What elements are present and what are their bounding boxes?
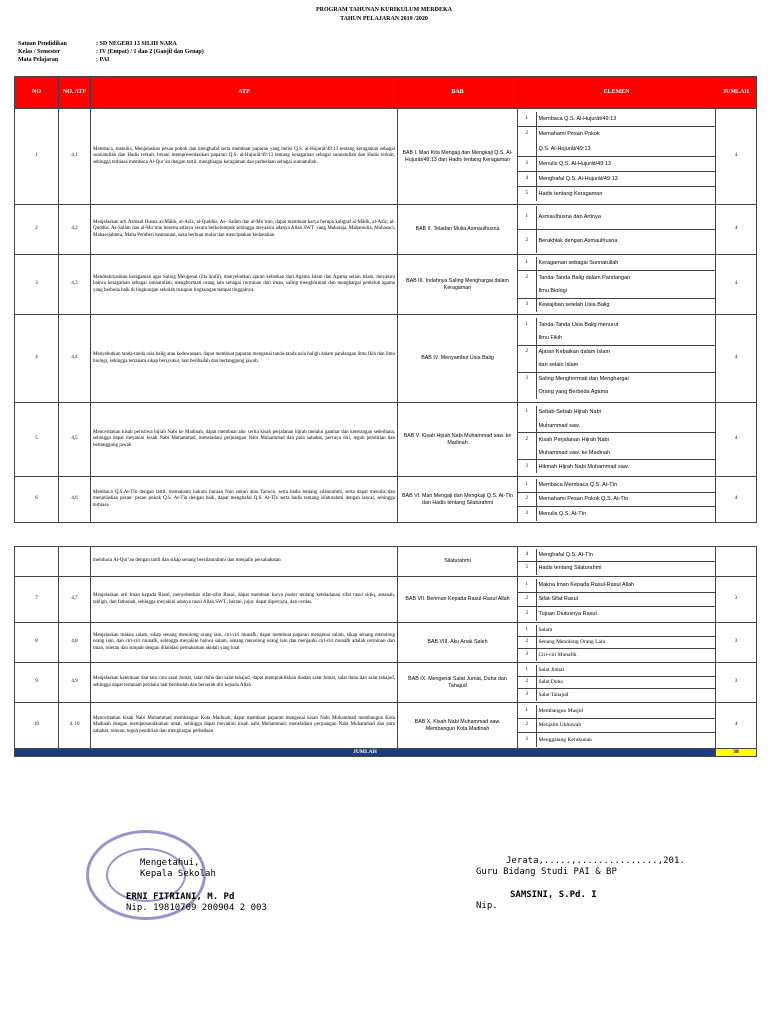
bab-title: BAB II. Teladan Mulia Asmaulhusna [398,205,518,255]
elemen-label: Kisah Perjalanan Hijrah Nabi [538,436,609,443]
elemen-number [518,332,536,346]
elemen-label: Salat Duha [536,677,715,689]
elemen-label: Salat Jumat [536,665,715,677]
elemen-label: Salam [536,625,715,637]
bab-title: BAB IV. Menyambut Usia Balig [398,315,518,403]
table-row [15,663,757,703]
elemen-cell [518,547,716,577]
elemen-list [518,112,715,201]
elemen-label: Membaca Q.S. Al-Hujurāt/49:13 [536,112,715,127]
elemen-list [518,705,715,747]
elemen-item [518,372,715,386]
elemen-number: 5 [518,186,536,201]
elemen-number: 5 [518,562,536,575]
elemen-number: 1 [518,206,536,230]
meta-value: : SD NEGERI 13 SILIH NARA [96,41,177,47]
atp-description: Menjelaskan arti Iman kepada Rasul, menyebutkan sifat-sifat Rasul, dapat membuat karya poster tentang keteladanan sifat rasul sidiq, amanah, tabligh, dan fathonah, sehingga meyakini adanya rasul Allah SWT., berani, jujur, dapat dipercaya, dan cerdas. [91,577,398,623]
atp-number: 4. 10 [59,703,91,749]
signature-right-nip: Nip. [476,901,498,911]
row-number: 1 [15,109,59,205]
atp-number: 4,1 [59,109,91,205]
elemen-label: Ilmu Biologi [536,285,715,299]
total-label: JUMLAH [15,749,716,757]
elemen-item [518,359,715,373]
jumlah-value: 4 [716,703,757,749]
elemen-item [518,665,715,677]
elemen-item [518,460,715,474]
table-row-continuation [15,547,757,577]
elemen-cell [518,315,716,403]
elemen-label: Menulis Q.S. At-Tīn [538,510,587,517]
elemen-number: 1 [518,625,536,637]
elemen-label: Sebab-Sebab Hijrah Nabi [538,409,601,416]
elemen-number: 1 [518,705,536,719]
elemen-cell [518,703,716,749]
elemen-number: 3 [518,298,536,312]
elemen-number: 2 [518,593,536,607]
row-number: 6 [15,477,59,523]
elemen-number: 1 [518,318,536,332]
elemen-list [518,625,715,661]
program-table-top [14,76,757,523]
elemen-number [518,419,536,433]
atp-number: 4,3 [59,255,91,315]
elemen-number: 3 [518,649,536,661]
program-table-bottom [14,546,757,757]
elemen-item [518,171,715,186]
elemen-list [518,406,715,474]
elemen-number: 3 [518,460,536,474]
elemen-number: 4 [518,171,536,186]
elemen-label: Muhammad saw. ke Madinah [536,446,715,460]
elemen-item [518,345,715,359]
atp-number: 4,5 [59,403,91,477]
table-row [15,109,757,205]
atp-number: 4,6 [59,477,91,523]
elemen-label: Kewajiban setelah Usia Balig [538,302,610,309]
elemen-number [518,142,536,157]
elemen-number: 2 [518,345,536,359]
elemen-number: 3 [518,607,536,621]
elemen-list [518,206,715,253]
elemen-label: Tujuan Diutusnya Rasul [538,610,597,617]
elemen-item [518,493,715,507]
elemen-item [518,298,715,312]
signature-left-line2: Kepala Sekolah [140,869,216,879]
row-number: 8 [15,623,59,663]
elemen-number: 2 [518,637,536,649]
bab-title: BAB VI. Mari Mengaji dan Mengkaji Q.S. At-Tīn dan Hadis tentang Silaturahmi [398,477,518,523]
signature-left-nip: Nip. 19810709 200904 2 003 [126,903,267,913]
atp-description: Menceritakan kisah Nabi Muhammad membangun Kota Madinah, dapat membuat paparan mengenai kisah Nabi Muhammad membangun Kota Madinah dengan mempersaudarakan umat, sehingga dapat meyakini kisah nabi Muhammad, meneladani perjuangan Nabi Muhammad dan para sahabat, toleran, teguh pendirian dan menghargai perbedaan [91,703,398,749]
elemen-number: 1 [518,665,536,677]
elemen-number: 2 [518,230,536,254]
bab-title: BAB I. Mari Kita Mengaji dan Mengkaji Q.S. Al-Hujurāt/49:13 dan Hadis tentang Keragaman [398,109,518,205]
elemen-item [518,593,715,607]
elemen-number: 2 [518,127,536,142]
atp-number: 4,4 [59,315,91,403]
atp-number [59,547,91,577]
table-row [15,703,757,749]
signature-left [126,858,267,914]
elemen-item [518,386,715,400]
elemen-label: Asmaulhusna dan Artinya [536,206,715,230]
row-number [15,547,59,577]
elemen-item [518,433,715,447]
bab-title: Silaturahmi [398,547,518,577]
elemen-label: Memahami Pesan Pokok Q.S. At-Tīn [536,493,715,507]
elemen-number [518,285,536,299]
signature-right-name: SAMSINI, S.Pd. I [510,890,597,900]
elemen-number: 3 [518,157,536,172]
elemen-number: 3 [518,507,536,521]
jumlah-value: 4 [716,255,757,315]
elemen-number: 4 [518,549,536,562]
elemen-item [518,318,715,332]
elemen-number: 1 [518,257,536,271]
elemen-item [518,332,715,346]
row-number: 9 [15,663,59,703]
atp-description: Membaca, menulis, Menjelaskan pesan pokok dan menghafal serta membuat paparan yang berisi Q.S. al-Hujurāt/49:13 tentang keragaman sebagai sunnatullah dan Hadis terkait, berani mempresentasikan paparan Q.S. al-Hujurāt/49:13 tentang keragaman sebagai sunnatullah dan Hadis terkait, sehingga terbiasa membaca Al-Qur’an dengan tartil, menghargai keragaman dan perbedaan sebagai sunnatullah. [91,109,398,205]
elemen-number: 3 [518,689,536,701]
elemen-label: Hikmah Hijrah Nabi Muhammad saw. [538,463,629,470]
elemen-number: 1 [518,479,536,493]
elemen-list [518,549,715,575]
elemen-number: 1 [518,112,536,127]
elemen-list [518,665,715,701]
total-value: 38 [716,749,757,757]
elemen-label: Ciri-ciri Munafik [538,651,577,658]
elemen-item [518,285,715,299]
jumlah-value: 4 [716,477,757,523]
elemen-label: Membangun Masjid [536,705,715,719]
atp-number: 4,7 [59,577,91,623]
elemen-label: Menulis Q.S. Al-Hujurāt/49:13 [536,157,715,172]
bab-title: BAB III. Indahnya Saling Menghargai dalam Keragaman [398,255,518,315]
elemen-item [518,479,715,493]
elemen-number: 1 [518,406,536,420]
document-subtitle: TAHUN PELAJARAN 2019 /2020 [340,16,428,22]
table-row [15,623,757,663]
bab-title: BAB V. Kisah Hijrah Nabi Muhammad saw. ke Madinah [398,403,518,477]
jumlah-value: 3 [716,663,757,703]
elemen-item [518,206,715,230]
total-row [15,749,757,757]
elemen-list [518,479,715,521]
jumlah-value: 4 [716,315,757,403]
elemen-number [518,359,536,373]
elemen-number: 3 [518,372,536,386]
elemen-item [518,112,715,127]
elemen-label: Ilmu Fikih [536,332,715,346]
signature-right [476,856,685,912]
elemen-label: Menghafal Q.S. At-Tīn [536,549,715,562]
elemen-label: Saling Menghormati dan Menghargai [538,375,629,382]
column-header: ELEMEN [518,77,716,109]
elemen-label: Keragaman sebagai Sunnatullah [536,257,715,271]
elemen-item [518,649,715,661]
atp-number: 4,9 [59,663,91,703]
elemen-item [518,406,715,420]
table-row [15,477,757,523]
elemen-item [518,705,715,719]
signature-left-name: ERNI FITRIANI, M. Pd [126,892,235,902]
elemen-item [518,446,715,460]
elemen-cell [518,403,716,477]
column-header: ATP [91,77,398,109]
atp-description: Menjelaskan makna salam, sikap senang menolong orang lain, ciri-ciri munafk, dapat membuat paparan mengenai salam, sikap senang menolong orang lain, dan ciri-ciri munafk, sehingga meyakini bahwa salam, senang menolong orang lain dan menjauhi ciri-ciri munafk adalah cerminan dari iman, toleran dan simpati dengan dilandasi pemahaman akidah yang kuat [91,623,398,663]
elemen-item [518,689,715,701]
elemen-item [518,186,715,201]
elemen-label: Membaca Membaca Q.S. At-Tīn [536,479,715,493]
atp-description: membaca Al-Qur’an dengan tartil dan sikap senang bersilaturahmi dan menjalin persahabatan [91,547,398,577]
elemen-number [518,386,536,400]
elemen-item [518,230,715,254]
bab-title: BAB X. Kisah Nabi Muhammad saw. Membangun Kota Madinah [398,703,518,749]
elemen-item [518,549,715,562]
meta-label: Kelas / Semester [18,49,61,55]
row-number: 5 [15,403,59,477]
elemen-item [518,257,715,271]
atp-description: Menjelaskan ketentuan dan tata cara salat Jumat, salat duha dan salat tahajud, dapat mempraktikkan ibadah salat Jumat, salat duha dan salat tahajud, sehingga dapat tertanam perilaku taat beribadah dan berserah diri kepada Allah [91,663,398,703]
elemen-number: 2 [518,271,536,285]
elemen-cell [518,577,716,623]
elemen-number: 2 [518,719,536,733]
elemen-cell [518,663,716,703]
column-header: BAB [398,77,518,109]
elemen-label: Berakhlak dengan Asmaulhusna [538,238,618,245]
elemen-item [518,127,715,142]
elemen-item [518,733,715,747]
bab-title: BAB VII. Beriman Kepada Rasul-Rasul Allah [398,577,518,623]
jumlah-value: 3 [716,577,757,623]
elemen-cell [518,205,716,255]
row-number: 10 [15,703,59,749]
elemen-cell [518,623,716,663]
elemen-label: Salat Tahajud [538,691,569,698]
jumlah-value [716,547,757,577]
elemen-number: 1 [518,579,536,593]
elemen-label: Tanda-Tanda Balig dalam Pandangan [538,274,631,281]
elemen-label: Senang Menolong Orang Lain [536,637,715,649]
jumlah-value: 4 [716,403,757,477]
elemen-item [518,607,715,621]
elemen-item [518,579,715,593]
jumlah-value: 3 [716,623,757,663]
table-row [15,315,757,403]
elemen-list [518,257,715,312]
elemen-item [518,419,715,433]
elemen-cell [518,255,716,315]
atp-description: Menjelaskan arti Asmaul Husna al-Mālik, al-Azīz, al-Quddūs, As- Salām dan al-Mu’min, dapat membuat karya berupa kaligraf al-Mālik, al-Azīz, al-Quddūs, As-Salām dan al-Mu’min beserta artinya secara berkelompok sehingga meyakini adanya Allah SWT. yang Maharaja, Mahamulia, Mahasuci, Mahasejahtera, Maha Pemberi keamanan, suka berbuat mulia dan menciptakan kedamaian. [91,205,398,255]
elemen-number: 2 [518,433,536,447]
row-number: 3 [15,255,59,315]
table-row [15,577,757,623]
column-header: NO. ATP [59,77,91,109]
elemen-item [518,625,715,637]
elemen-number: 2 [518,677,536,689]
elemen-item [518,719,715,733]
elemen-label: Menghafal Q.S. Al-Hujurāt/49:13 [536,171,715,186]
elemen-label: Menjalin Ukhuwah [536,719,715,733]
elemen-item [518,157,715,172]
elemen-label: Ajaran Kebaikan dalam Islam [538,348,611,355]
elemen-label: Orang yang Berbeda Agama [538,389,609,396]
table-row [15,205,757,255]
elemen-item [518,677,715,689]
jumlah-value: 4 [716,109,757,205]
atp-number: 4,8 [59,623,91,663]
elemen-label: Q.S. Al-Hujurāt/49:13 [536,142,715,157]
table-row [15,403,757,477]
elemen-label: Hadis tentang Keragaman [538,190,603,197]
row-number: 4 [15,315,59,403]
atp-description: Menyebutkan tanda-tanda usia balig atau kedewasaan, dapat membuat paparan mengenai tanda-tanda usia baligh dalam pandangan ilmu fkih dan ilmu biologi, sehingga tertanam sikap bersyukur, taat beribadah dan bertanggung jawab. [91,315,398,403]
atp-number: 4,2 [59,205,91,255]
elemen-item [518,562,715,575]
meta-value: : IV (Empat) / 1 dan 2 (Ganjil dan Genap) [96,49,204,55]
elemen-cell [518,109,716,205]
elemen-label: Hadis tentang Silaturahmi [538,565,602,572]
column-header: NO [15,77,59,109]
atp-description: Membaca Q.S.At-Tīn dengan tartil, memahami hukum bacaan Nun sukun atau Tanwin, serta hadis tentang silaturahmi, serta dapat menulis dan menjelaskan pesan- pesan pokok Q.S. At-Tīn dengan baik, dapat menghafal Q.S. At-Tīn serta hadis tentang silaturahmi dengan lancar, sehingga terbiasa [91,477,398,523]
elemen-list [518,579,715,621]
table-row [15,255,757,315]
elemen-item [518,637,715,649]
meta-value: : PAI [96,57,110,63]
elemen-label: Muhammad saw. [536,419,715,433]
atp-description: Menceritakan kisah peristiwa hijrah Nabi ke Madinah, dapat membuat alur cerita kisah perjalanan hijrah melalui gambar dan keterangan sederhana, sehingga dapat meyakini kisah Nabi Muhammad, meneladani perjuangan Nabi Muhammad dan para sahabat, percaya diri, teguh pendirian dan bertanggung jawab [91,403,398,477]
elemen-number: 2 [518,493,536,507]
bab-title: BAB VIII. Aku Anak Saleh [398,623,518,663]
bab-title: BAB IX. Mengenal Salat Jumat, Duha dan Tahajud [398,663,518,703]
elemen-number: 3 [518,733,536,747]
atp-description: Mendeskripsikan keragaman agar Saling Mengenal (lita`ārafū), menyebutkan ajaran kebaikan dari Agama Islam dan Agama selain Islam, meyakini bahwa keragaman sebagai sunnatullah, menghormati orang lain sebagai cerminan dari iman, saling menghormati dan menghargai pemeluk agama yang berbeda baik di lingkungan sekolah maupun lingkungan tempat tinggalnya. [91,255,398,315]
elemen-item [518,142,715,157]
document-title: PROGRAM TAHUNAN KURIKULUM MERDEKA [316,7,452,13]
elemen-number [518,446,536,460]
jumlah-value: 4 [716,205,757,255]
elemen-label: dan selain Islam [536,359,715,373]
elemen-label: Sifat-Sifat Rasul [536,593,715,607]
elemen-item [518,271,715,285]
row-number: 2 [15,205,59,255]
signature-right-line2: Guru Bidang Studi PAI & BP [476,867,617,877]
meta-fields [18,40,204,64]
row-number: 7 [15,577,59,623]
meta-label: Mata Pelajaran [18,57,59,63]
column-header: JUMLAH [716,77,757,109]
elemen-list [518,318,715,399]
elemen-label: Makna Iman Kepada Rasul-Rasul Allah [536,579,715,593]
elemen-cell [518,477,716,523]
elemen-label: Menggalang Kerukunan [538,736,592,743]
elemen-label: Tanda-Tanda Usia Balig menurut [538,321,619,328]
elemen-label: Memahami Pesan Pokok [538,131,600,138]
elemen-item [518,507,715,521]
signature-right-line1: Jerata,.....,...............,201. [506,856,685,866]
meta-label: Satuan Pendidikan [18,41,67,47]
signature-left-line1: Mengetahui, [140,858,200,868]
